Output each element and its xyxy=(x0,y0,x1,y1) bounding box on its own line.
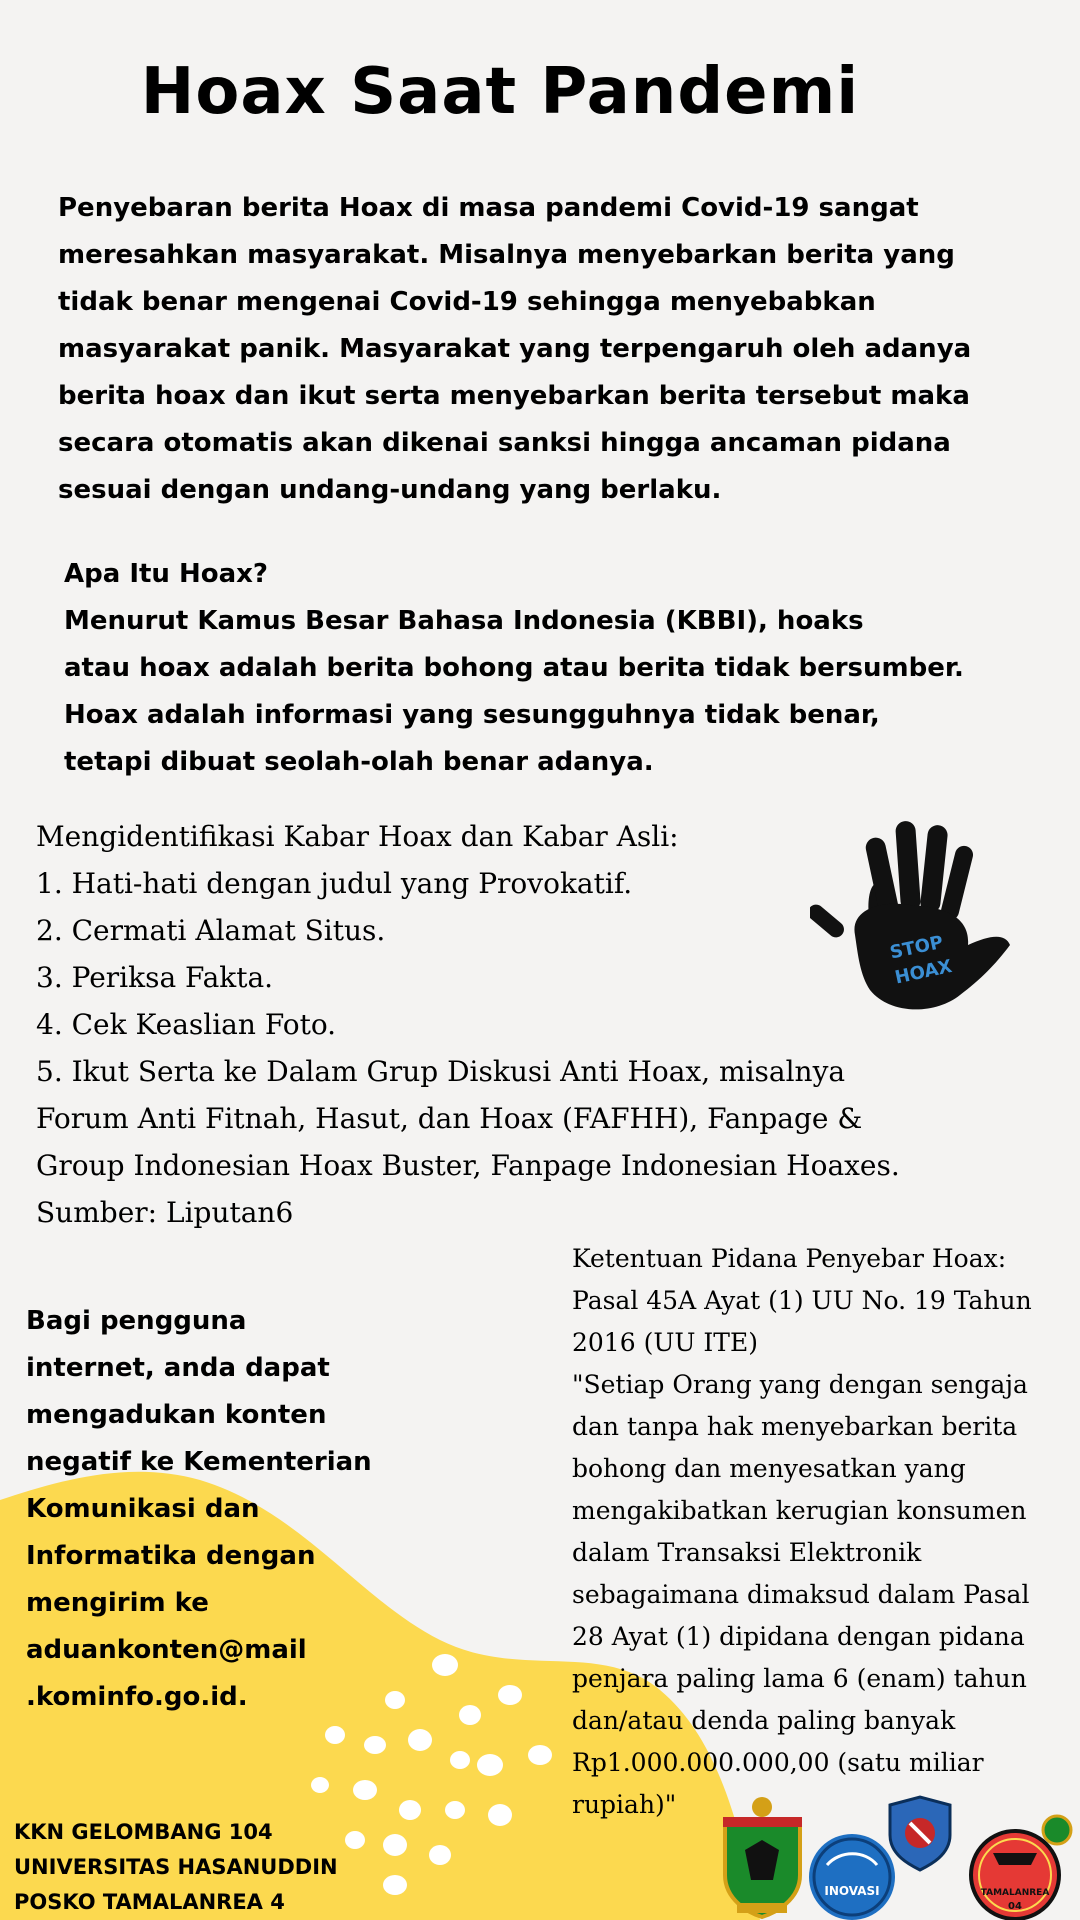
list-item: 2. Cermati Alamat Situs. xyxy=(36,914,386,947)
report-line: Informatika dengan xyxy=(26,1541,316,1571)
footer-line: KKN GELOMBANG 104 xyxy=(14,1820,273,1844)
posko-tamalanrea-badge xyxy=(971,1816,1071,1919)
definition-heading: Apa Itu Hoax? xyxy=(64,559,269,589)
inovasi-logo-text: INOVASI xyxy=(824,1884,880,1898)
report-line: internet, anda dapat xyxy=(26,1353,330,1383)
list-item: Forum Anti Fitnah, Hasut, dan Hoax (FAFHH), Fanpage & xyxy=(36,1102,863,1135)
source-line: Sumber: Liputan6 xyxy=(36,1196,294,1229)
law-line: dan tanpa hak menyebarkan berita xyxy=(572,1412,1018,1441)
inovasi-logo xyxy=(809,1834,895,1920)
law-line: rupiah)" xyxy=(572,1790,677,1819)
posko-badge-number: 04 xyxy=(1008,1901,1022,1912)
law-line: bohong dan menyesatkan yang xyxy=(572,1454,966,1483)
intro-line: secara otomatis akan dikenai sanksi hingga ancaman pidana xyxy=(58,428,951,458)
report-note xyxy=(26,1298,406,1721)
report-email-line: aduankonten@mail xyxy=(26,1635,307,1665)
list-item: 4. Cek Keaslian Foto. xyxy=(36,1008,337,1041)
intro-line: tidak benar mengenai Covid-19 sehingga menyebabkan xyxy=(58,287,876,317)
logo-row xyxy=(715,1795,1080,1920)
law-line: Rp1.000.000.000,00 (satu miliar xyxy=(572,1748,984,1777)
law-section xyxy=(572,1238,1072,1826)
hand-badge-stop: STOP xyxy=(888,931,946,964)
footer-line: UNIVERSITAS HASANUDDIN xyxy=(14,1855,338,1879)
footer-credit xyxy=(14,1815,434,1920)
list-item: Group Indonesian Hoax Buster, Fanpage Indonesian Hoaxes. xyxy=(36,1149,900,1182)
report-line: Komunikasi dan xyxy=(26,1494,260,1524)
law-line: Pasal 45A Ayat (1) UU No. 19 Tahun xyxy=(572,1286,1032,1315)
hand-badge-hoax: HOAX xyxy=(893,955,954,989)
law-line: penjara paling lama 6 (enam) tahun xyxy=(572,1664,1027,1693)
city-crest-logo xyxy=(723,1797,802,1917)
intro-line: masyarakat panik. Masyarakat yang terpengaruh oleh adanya xyxy=(58,334,972,364)
law-line: dalam Transaksi Elektronik xyxy=(572,1538,922,1567)
intro-paragraph xyxy=(58,185,1058,514)
report-line: mengadukan konten xyxy=(26,1400,327,1430)
posko-badge-name: TAMALANREA xyxy=(980,1888,1050,1898)
law-line: sebagaimana dimaksud dalam Pasal xyxy=(572,1580,1030,1609)
law-line: dan/atau denda paling banyak xyxy=(572,1706,956,1735)
footer-line: POSKO TAMALANREA 4 xyxy=(14,1890,285,1914)
stop-hand-icon xyxy=(810,815,1010,1015)
report-email-line: .kominfo.go.id. xyxy=(26,1682,248,1712)
list-item: 5. Ikut Serta ke Dalam Grup Diskusi Anti Hoax, misalnya xyxy=(36,1055,846,1088)
report-line: Bagi pengguna xyxy=(26,1306,247,1336)
law-heading: Ketentuan Pidana Penyebar Hoax: xyxy=(572,1244,1007,1273)
definition-line: atau hoax adalah berita bohong atau berita tidak bersumber. xyxy=(64,653,964,683)
identify-heading: Mengidentifikasi Kabar Hoax dan Kabar Asli: xyxy=(36,820,679,853)
report-line: mengirim ke xyxy=(26,1588,209,1618)
page-title: Hoax Saat Pandemi xyxy=(140,55,860,129)
law-line: 28 Ayat (1) dipidana dengan pidana xyxy=(572,1622,1025,1651)
report-line: negatif ke Kementerian xyxy=(26,1447,372,1477)
definition-line: Menurut Kamus Besar Bahasa Indonesia (KBBI), hoaks xyxy=(64,606,864,636)
law-line: 2016 (UU ITE) xyxy=(572,1328,758,1357)
definition-line: tetapi dibuat seolah-olah benar adanya. xyxy=(64,747,654,777)
law-line: mengakibatkan kerugian konsumen xyxy=(572,1496,1027,1525)
definition-section xyxy=(64,551,1064,786)
intro-line: meresahkan masyarakat. Misalnya menyebarkan berita yang xyxy=(58,240,955,270)
intro-line: berita hoax dan ikut serta menyebarkan berita tersebut maka xyxy=(58,381,970,411)
anti-virus-shield-logo xyxy=(890,1797,950,1870)
identify-list xyxy=(36,813,916,1236)
list-item: 3. Periksa Fakta. xyxy=(36,961,274,994)
definition-line: Hoax adalah informasi yang sesungguhnya tidak benar, xyxy=(64,700,880,730)
list-item: 1. Hati-hati dengan judul yang Provokatif. xyxy=(36,867,633,900)
intro-line: sesuai dengan undang-undang yang berlaku. xyxy=(58,475,722,505)
law-line: "Setiap Orang yang dengan sengaja xyxy=(572,1370,1028,1399)
intro-line: Penyebaran berita Hoax di masa pandemi Covid-19 sangat xyxy=(58,193,919,223)
